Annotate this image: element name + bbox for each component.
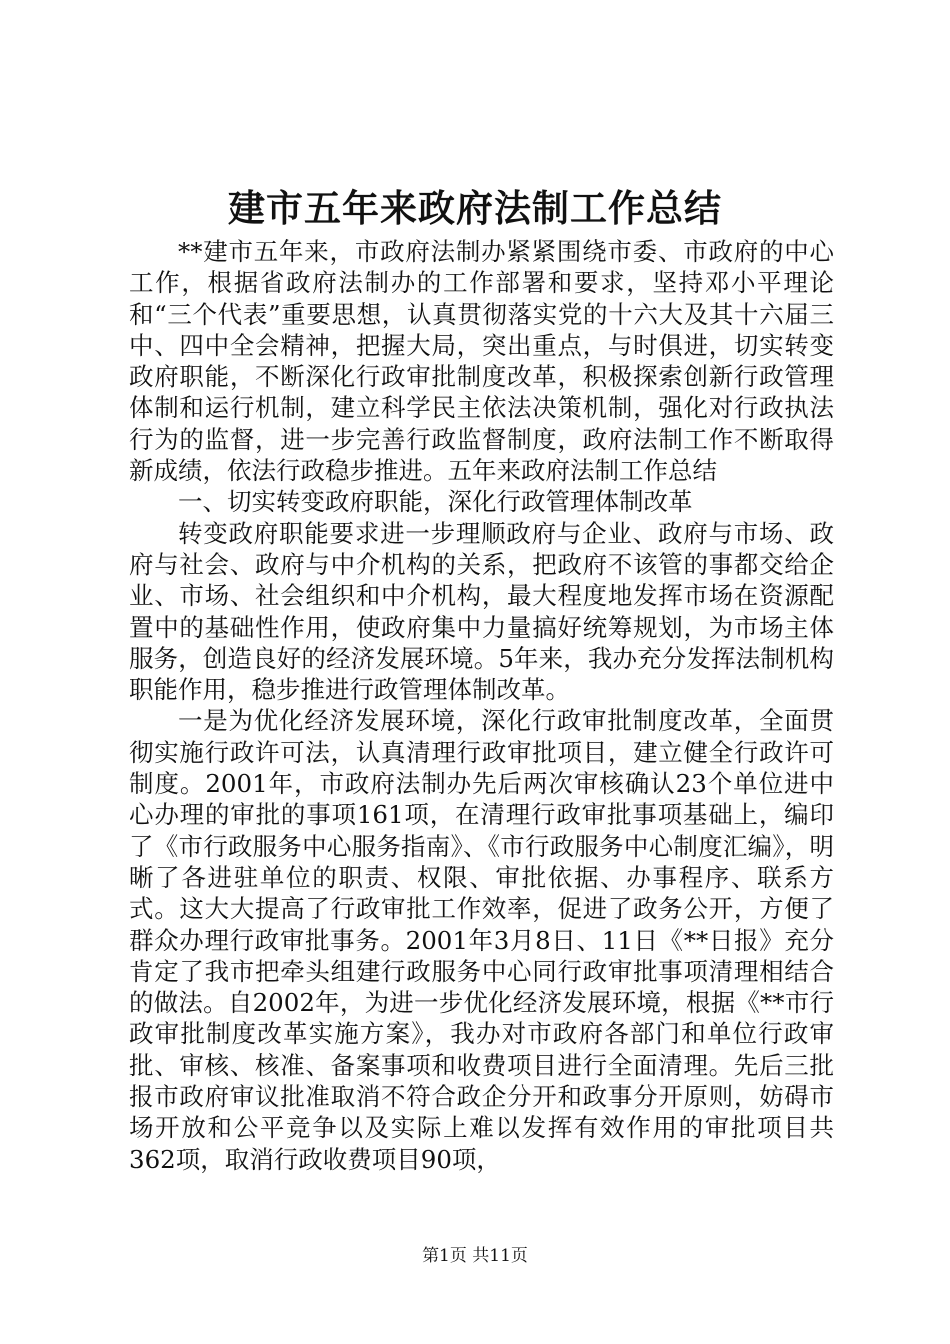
body-paragraph: 转变政府职能要求进一步理顺政府与企业、政府与市场、政府与社会、政府与中介机构的关系，把政府不该管的事都交给企业、市场、社会组织和中介机构，最大程度地发挥市场在资源配置中的基础性作用，使政府集中力量搞好统筹规划，为市场主体服务，创造良好的经济发展环境。5年来，我办充分发挥法制机构职能作用，稳步推进行政管理体制改革。 bbox=[129, 518, 834, 705]
document-title: 建市五年来政府法制工作总结 bbox=[228, 186, 722, 230]
document-body bbox=[129, 236, 834, 1175]
section-heading: 一、切实转变政府职能，深化行政管理体制改革 bbox=[178, 487, 693, 517]
intro-paragraph: **建市五年来，市政府法制办紧紧围绕市委、市政府的中心工作，根据省政府法制办的工作部署和要求，坚持邓小平理论和“三个代表”重要思想，认真贯彻落实党的十六大及其十六届三中、四中全会精神，把握大局，突出重点，与时俱进，切实转变政府职能，不断深化行政审批制度改革，积极探索创新行政管理体制和运行机制，建立科学民主依法决策机制，强化对行政执法行为的监督，进一步完善行政监督制度，政府法制工作不断取得新成绩，依法行政稳步推进。五年来政府法制工作总结 bbox=[129, 237, 834, 486]
body-paragraph: 一是为优化经济发展环境，深化行政审批制度改革，全面贯彻实施行政许可法，认真清理行政审批项目，建立健全行政许可制度。2001年，市政府法制办先后两次审核确认23个单位进中心办理的审批的事项161项，在清理行政审批事项基础上，编印了《市行政服务中心服务指南》、《市行政服务中心制度汇编》，明晰了各进驻单位的职责、权限、审批依据、办事程序、联系方式。这大大提高了行政审批工作效率，促进了政务公开，方便了群众办理行政审批事务。2001年3月8日、11日《**日报》充分肯定了我市把牵头组建行政服务中心同行政审批事项清理相结合的做法。自2002年，为进一步优化经济发展环境，根据《**市行政审批制度改革实施方案》，我办对市政府各部门和单位行政审批、审核、核准、备案事项和收费项目进行全面清理。先后三批报市政府审议批准取消不符合政企分开和政事分开原则，妨碍市场开放和公平竞争以及实际上难以发挥有效作用的审批项目共362项，取消行政收费项目90项， bbox=[129, 706, 834, 1174]
page-number-footer: 第1页 共11页 bbox=[422, 1246, 528, 1266]
